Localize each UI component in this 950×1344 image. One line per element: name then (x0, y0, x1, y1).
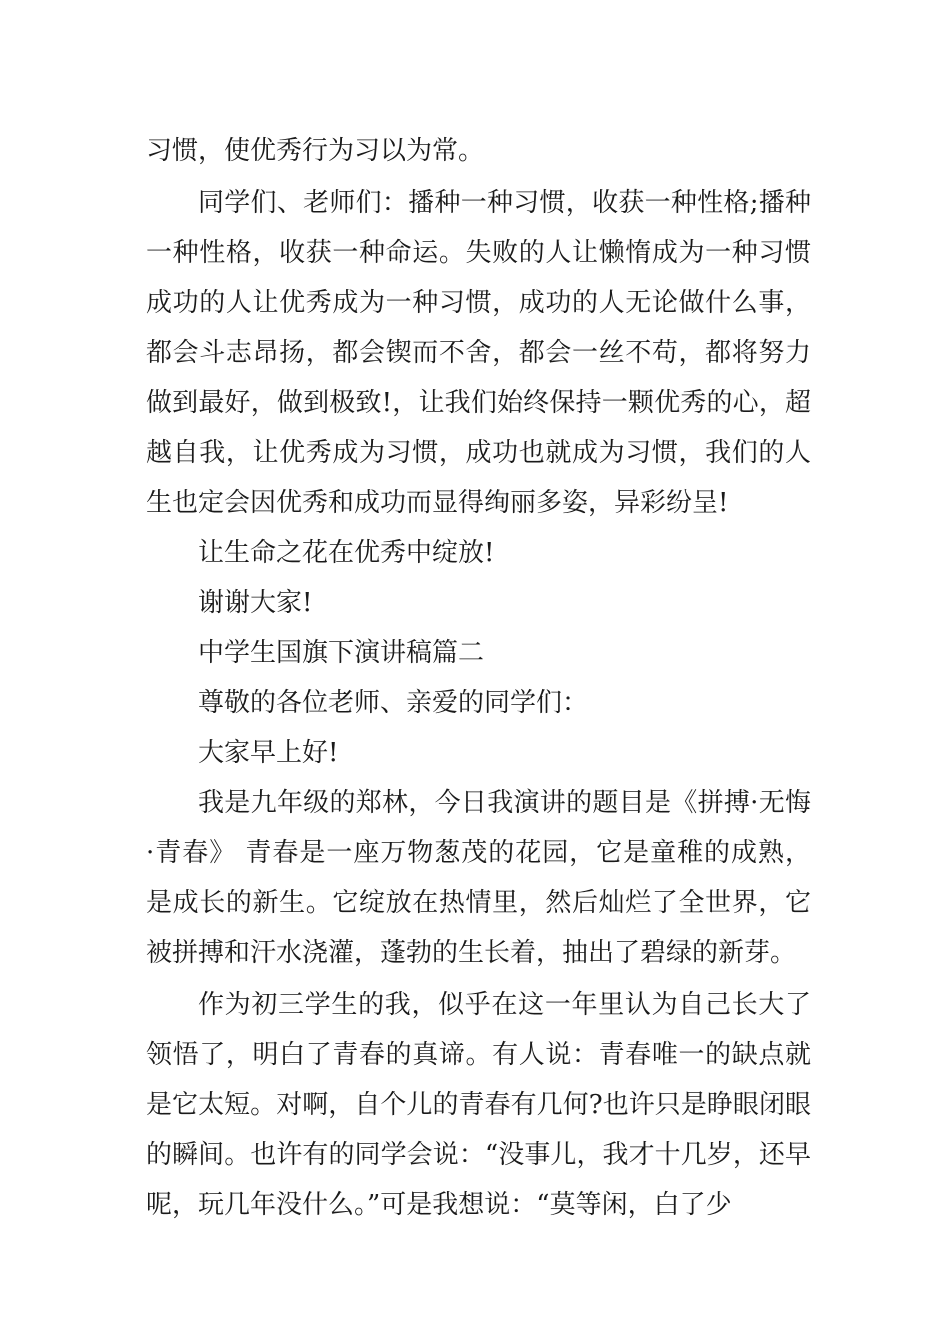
paragraph-habit-end: 习惯，使优秀行为习以为常。 (146, 136, 485, 166)
paragraph-bloom: 让生命之花在优秀中绽放! (198, 538, 495, 568)
section-heading: 中学生国旗下演讲稿篇二 (198, 638, 485, 668)
paragraph-youth: 作为初三学生的我，似乎在这一年里认为自己长大了领悟了，明白了青春的真谛。有人说：青春唯一的缺点就是它太短。对啊，自个儿的青春有几何?也许只是睁眼闭眼的瞬间。也许有的同学会说：“没事儿，我才十几岁，还早呢，玩几年没什么。”可是我想说：“莫等闲，白了少 (146, 990, 811, 1220)
paragraph-habit-character: 同学们、老师们：播种一种习惯，收获一种性格;播种一种性格，收获一种命运。失败的人让懒惰成为一种习惯成功的人让优秀成为一种习惯，成功的人无论做什么事，都会斗志昂扬，都会锲而不舍，都会一丝不苟，都将努力做到最好，做到极致!，让我们始终保持一颗优秀的心，超越自我，让优秀成为习惯，成功也就成为习惯，我们的人生也定会因优秀和成功而显得绚丽多姿，异彩纷呈! (146, 188, 811, 518)
paragraph-greeting: 大家早上好! (198, 738, 339, 768)
paragraph-introduction: 我是九年级的郑林，今日我演讲的题目是《拼搏·无悔·青春》 青春是一座万物葱茂的花园，它是童稚的成熟，是成长的新生。它绽放在热情里，然后灿烂了全世界，它被拼搏和汗水浇灌，蓬勃的生长着，抽出了碧绿的新芽。 (146, 788, 811, 968)
paragraph-salutation: 尊敬的各位老师、亲爱的同学们： (198, 688, 589, 718)
document-body (146, 126, 811, 1230)
paragraph-thanks: 谢谢大家! (198, 588, 313, 618)
